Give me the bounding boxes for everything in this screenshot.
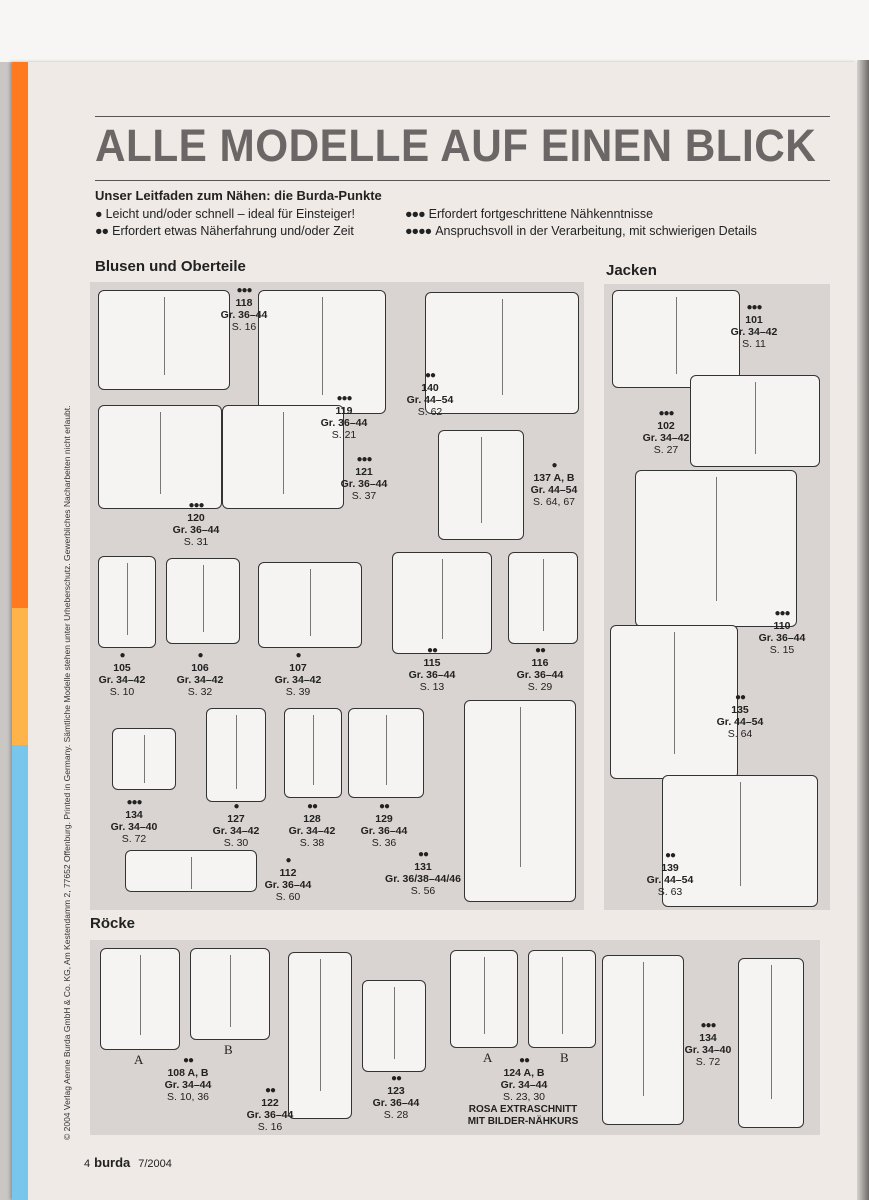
difficulty-dots: ●● [534, 645, 546, 656]
difficulty-dots: ●● [264, 1085, 276, 1096]
difficulty-dots: ● [295, 650, 301, 661]
model-label-102 [636, 408, 696, 456]
page-ref: S. 60 [275, 891, 301, 903]
page-ref: S. 10, 36 [166, 1091, 210, 1103]
page-ref: S. 56 [410, 885, 436, 897]
difficulty-dots: ● [285, 855, 291, 866]
model-label-121 [334, 454, 394, 502]
guide-level-4 [405, 224, 757, 238]
page-ref: S. 13 [419, 681, 445, 693]
difficulty-dots: ● [233, 801, 239, 812]
guide-heading: Unser Leitfaden zum Nähen: die Burda-Punkte [95, 188, 382, 203]
size-range: Gr. 34–40 [684, 1044, 732, 1056]
size-range: Gr. 36–44 [220, 309, 268, 321]
difficulty-dots: ●● [182, 1055, 194, 1066]
size-range: Gr. 44–54 [406, 394, 454, 406]
variant-letter-b: B [224, 1042, 233, 1057]
model-number: 134 [699, 1032, 717, 1044]
model-number: 137 A, B [533, 472, 575, 484]
page-ref: S. 31 [183, 536, 209, 548]
page-ref: S. 72 [121, 833, 147, 845]
model-number: 140 [421, 382, 439, 394]
model-number: 120 [187, 512, 205, 524]
size-range: Gr. 36–44 [360, 825, 408, 837]
model-label-131 [378, 849, 468, 897]
page-ref: S. 15 [769, 644, 795, 656]
guide-text: Leicht und/oder schnell – ideal für Einsteiger! [105, 207, 356, 221]
model-label-137 [524, 460, 584, 508]
page-title: ALLE MODELLE AUF EINEN BLICK [95, 120, 817, 171]
size-range: Gr. 36–44 [320, 417, 368, 429]
size-range: Gr. 36–44 [172, 524, 220, 536]
garment-drawing-137 [438, 430, 524, 540]
garment-drawing-108a [100, 948, 180, 1050]
garment-drawing-124b [528, 950, 596, 1048]
difficulty-dots: ●●● [658, 408, 674, 419]
size-range: Gr. 36/38–44/46 [385, 873, 461, 885]
title-rule-bottom [95, 180, 830, 181]
model-number: 110 [773, 620, 791, 632]
size-range: Gr. 36–44 [264, 879, 312, 891]
difficulty-dots: ●●● [356, 454, 372, 465]
difficulty-dots: ●●● [236, 285, 252, 296]
size-range: Gr. 36–44 [340, 478, 388, 490]
model-label-120 [166, 500, 226, 548]
model-number: 106 [191, 662, 209, 674]
difficulty-dots: ●●● [700, 1020, 716, 1031]
color-edge-strip [12, 62, 28, 1200]
issue-number: 7/2004 [138, 1158, 172, 1170]
difficulty-dots: ●● [424, 370, 436, 381]
difficulty-dots: ●● [734, 692, 746, 703]
page-ref: S. 23, 30 [502, 1091, 546, 1103]
guide-text: Anspruchsvoll in der Verarbeitung, mit schwierigen Details [435, 224, 757, 238]
difficulty-dots: ●●● [188, 500, 204, 511]
page-ref: S. 10 [109, 686, 135, 698]
page-ref: S. 32 [187, 686, 213, 698]
page-ref: S. 21 [331, 429, 357, 441]
model-number: 112 [279, 867, 297, 879]
model-number: 119 [335, 405, 353, 417]
page-ref: S. 37 [351, 490, 377, 502]
size-range: Gr. 36–44 [758, 632, 806, 644]
page-ref: S. 64 [727, 728, 753, 740]
model-number: 127 [227, 813, 245, 825]
section-title-roecke: Röcke [90, 915, 136, 932]
size-range: Gr. 34–40 [110, 821, 158, 833]
size-range: Gr. 34–42 [274, 674, 322, 686]
page-ref: S. 63 [657, 886, 683, 898]
garment-drawing-124a [450, 950, 518, 1048]
garment-drawing-120 [98, 405, 222, 509]
model-number: 122 [261, 1097, 279, 1109]
difficulty-dots: ●● [417, 849, 429, 860]
model-number: 124 A, B [503, 1067, 545, 1079]
difficulty-dots: ●● [390, 1073, 402, 1084]
model-number: 134 [125, 809, 143, 821]
model-label-134 [104, 797, 164, 845]
size-range: Gr. 34–42 [98, 674, 146, 686]
size-range: Gr. 34–42 [642, 432, 690, 444]
size-range: Gr. 34–44 [164, 1079, 212, 1091]
model-label-101 [724, 302, 784, 350]
model-label-140 [400, 370, 460, 418]
guide-level-2 [95, 224, 354, 238]
page-ref: S. 16 [257, 1121, 283, 1133]
garment-drawing-108b [190, 948, 270, 1040]
garment-drawing-118 [98, 290, 230, 390]
model-label-115 [402, 645, 462, 693]
garment-drawing-101 [612, 290, 740, 388]
size-range: Gr. 44–54 [646, 874, 694, 886]
garment-drawing-115 [392, 552, 492, 654]
brand-logo: burda [94, 1155, 131, 1170]
model-label-116 [510, 645, 570, 693]
model-label-135 [710, 692, 770, 740]
model-label-105 [92, 650, 152, 698]
size-range: Gr. 36–44 [372, 1097, 420, 1109]
garment-drawing-112 [125, 850, 257, 892]
model-label-123 [366, 1073, 426, 1121]
garment-drawing-129 [348, 708, 424, 798]
garment-drawing-127 [206, 708, 266, 802]
garment-drawing-123 [362, 980, 426, 1072]
model-number: 139 [661, 862, 679, 874]
model-number: 105 [113, 662, 131, 674]
size-range: Gr. 34–44 [500, 1079, 548, 1091]
garment-drawing-128 [284, 708, 342, 798]
size-range: Gr. 34–42 [730, 326, 778, 338]
guide-text: Erfordert fortgeschrittene Nähkenntnisse [428, 207, 654, 221]
variant-letter-b: B [560, 1050, 569, 1065]
size-range: Gr. 44–54 [716, 716, 764, 728]
variant-letter-a: A [483, 1050, 493, 1065]
page-ref: S. 28 [383, 1109, 409, 1121]
garment-drawing-105 [98, 556, 156, 648]
page-ref: S. 30 [223, 837, 249, 849]
garment-drawing-131 [464, 700, 576, 902]
difficulty-dots: ●●● [336, 393, 352, 404]
difficulty-dots: ● [119, 650, 125, 661]
page-ref: S. 64, 67 [532, 496, 576, 508]
difficulty-dots: ●●● [746, 302, 762, 313]
model-number: 102 [657, 420, 675, 432]
model-number: 116 [531, 657, 549, 669]
size-range: Gr. 34–42 [212, 825, 260, 837]
model-label-112 [258, 855, 318, 903]
model-label-128 [282, 801, 342, 849]
difficulty-dots: ●●● [126, 797, 142, 808]
model-number: 135 [731, 704, 749, 716]
model-number: 115 [423, 657, 441, 669]
model-number: 118 [235, 297, 253, 309]
difficulty-dots: ●● [426, 645, 438, 656]
model-label-119 [314, 393, 374, 441]
guide-level-3 [405, 207, 653, 221]
model-number: 108 A, B [167, 1067, 209, 1079]
size-range: Gr. 36–44 [516, 669, 564, 681]
page-ref: S. 39 [285, 686, 311, 698]
page-ref: S. 72 [695, 1056, 721, 1068]
size-range: Gr. 36–44 [408, 669, 456, 681]
difficulty-dots: ●●● [405, 207, 425, 221]
difficulty-dots: ●● [664, 850, 676, 861]
page-ref: S. 11 [742, 338, 766, 350]
page-ref: S. 62 [417, 406, 443, 418]
guide-text: Erfordert etwas Näherfahrung und/oder Zeit [112, 224, 354, 238]
page-ref: S. 36 [371, 837, 397, 849]
guide-level-1 [95, 207, 355, 221]
model-number: 129 [375, 813, 393, 825]
page-number: 4 [84, 1158, 91, 1170]
page-ref: S. 38 [299, 837, 325, 849]
model-label-139 [640, 850, 700, 898]
page-ref: S. 29 [527, 681, 553, 693]
model-label-122 [240, 1085, 300, 1133]
model-number: 121 [355, 466, 373, 478]
difficulty-dots: ●●●● [405, 224, 432, 238]
garment-drawing-134-top [112, 728, 176, 790]
model-number: 107 [289, 662, 307, 674]
difficulty-dots: ●● [306, 801, 318, 812]
garment-drawing-110 [635, 470, 797, 627]
variant-letter-a: A [134, 1052, 144, 1067]
difficulty-dots: ● [551, 460, 557, 471]
title-rule-top [95, 116, 830, 117]
difficulty-dots: ● [197, 650, 203, 661]
difficulty-dots: ●●● [774, 608, 790, 619]
garment-drawing-102 [690, 375, 820, 467]
model-number: 128 [303, 813, 321, 825]
model-label-127 [206, 801, 266, 849]
model-number: 131 [414, 861, 432, 873]
difficulty-dots: ●● [518, 1055, 530, 1066]
model-number: 123 [387, 1085, 405, 1097]
model-number: 101 [745, 314, 763, 326]
page-shadow [857, 60, 869, 1200]
page-ref: S. 16 [231, 321, 257, 333]
model-label-134-skirt [678, 1020, 738, 1068]
size-range: Gr. 34–42 [176, 674, 224, 686]
copyright-notice: © 2004 Verlag Aenne Burda GmbH & Co. KG, Am Kestendamm 2, 77652 Offenburg. Printed in Germany. Sämtliche Modelle stehen unter Urheberschutz. Gewerbliches Nacharbeiten nicht erlaubt. [62, 405, 72, 1140]
difficulty-dots: ●● [378, 801, 390, 812]
page-ref: S. 27 [653, 444, 679, 456]
garment-drawing-134-skirt [738, 958, 804, 1128]
garment-drawing-106 [166, 558, 240, 644]
model-label-124 [494, 1055, 554, 1103]
section-title-blusen: Blusen und Oberteile [95, 258, 246, 275]
difficulty-dots: ●● [95, 224, 109, 238]
size-range: Gr. 36–44 [246, 1109, 294, 1121]
model-label-118 [214, 285, 274, 333]
model-label-106 [170, 650, 230, 698]
scan-edge [0, 62, 12, 1200]
difficulty-dots: ● [95, 207, 102, 221]
scan-background [0, 0, 869, 62]
garment-drawing-107 [258, 562, 362, 648]
model-label-108 [158, 1055, 218, 1103]
model-label-110 [752, 608, 812, 656]
model-label-129 [354, 801, 414, 849]
model-label-107 [268, 650, 328, 698]
size-range: Gr. 34–42 [288, 825, 336, 837]
section-title-jacken: Jacken [606, 262, 657, 279]
garment-drawing-116 [508, 552, 578, 644]
rosa-extraschnitt-note: ROSA EXTRASCHNITT MIT BILDER-NÄHKURS [467, 1104, 579, 1127]
page-footer [84, 1155, 172, 1170]
garment-drawing-skirt-long [602, 955, 684, 1125]
size-range: Gr. 44–54 [530, 484, 578, 496]
